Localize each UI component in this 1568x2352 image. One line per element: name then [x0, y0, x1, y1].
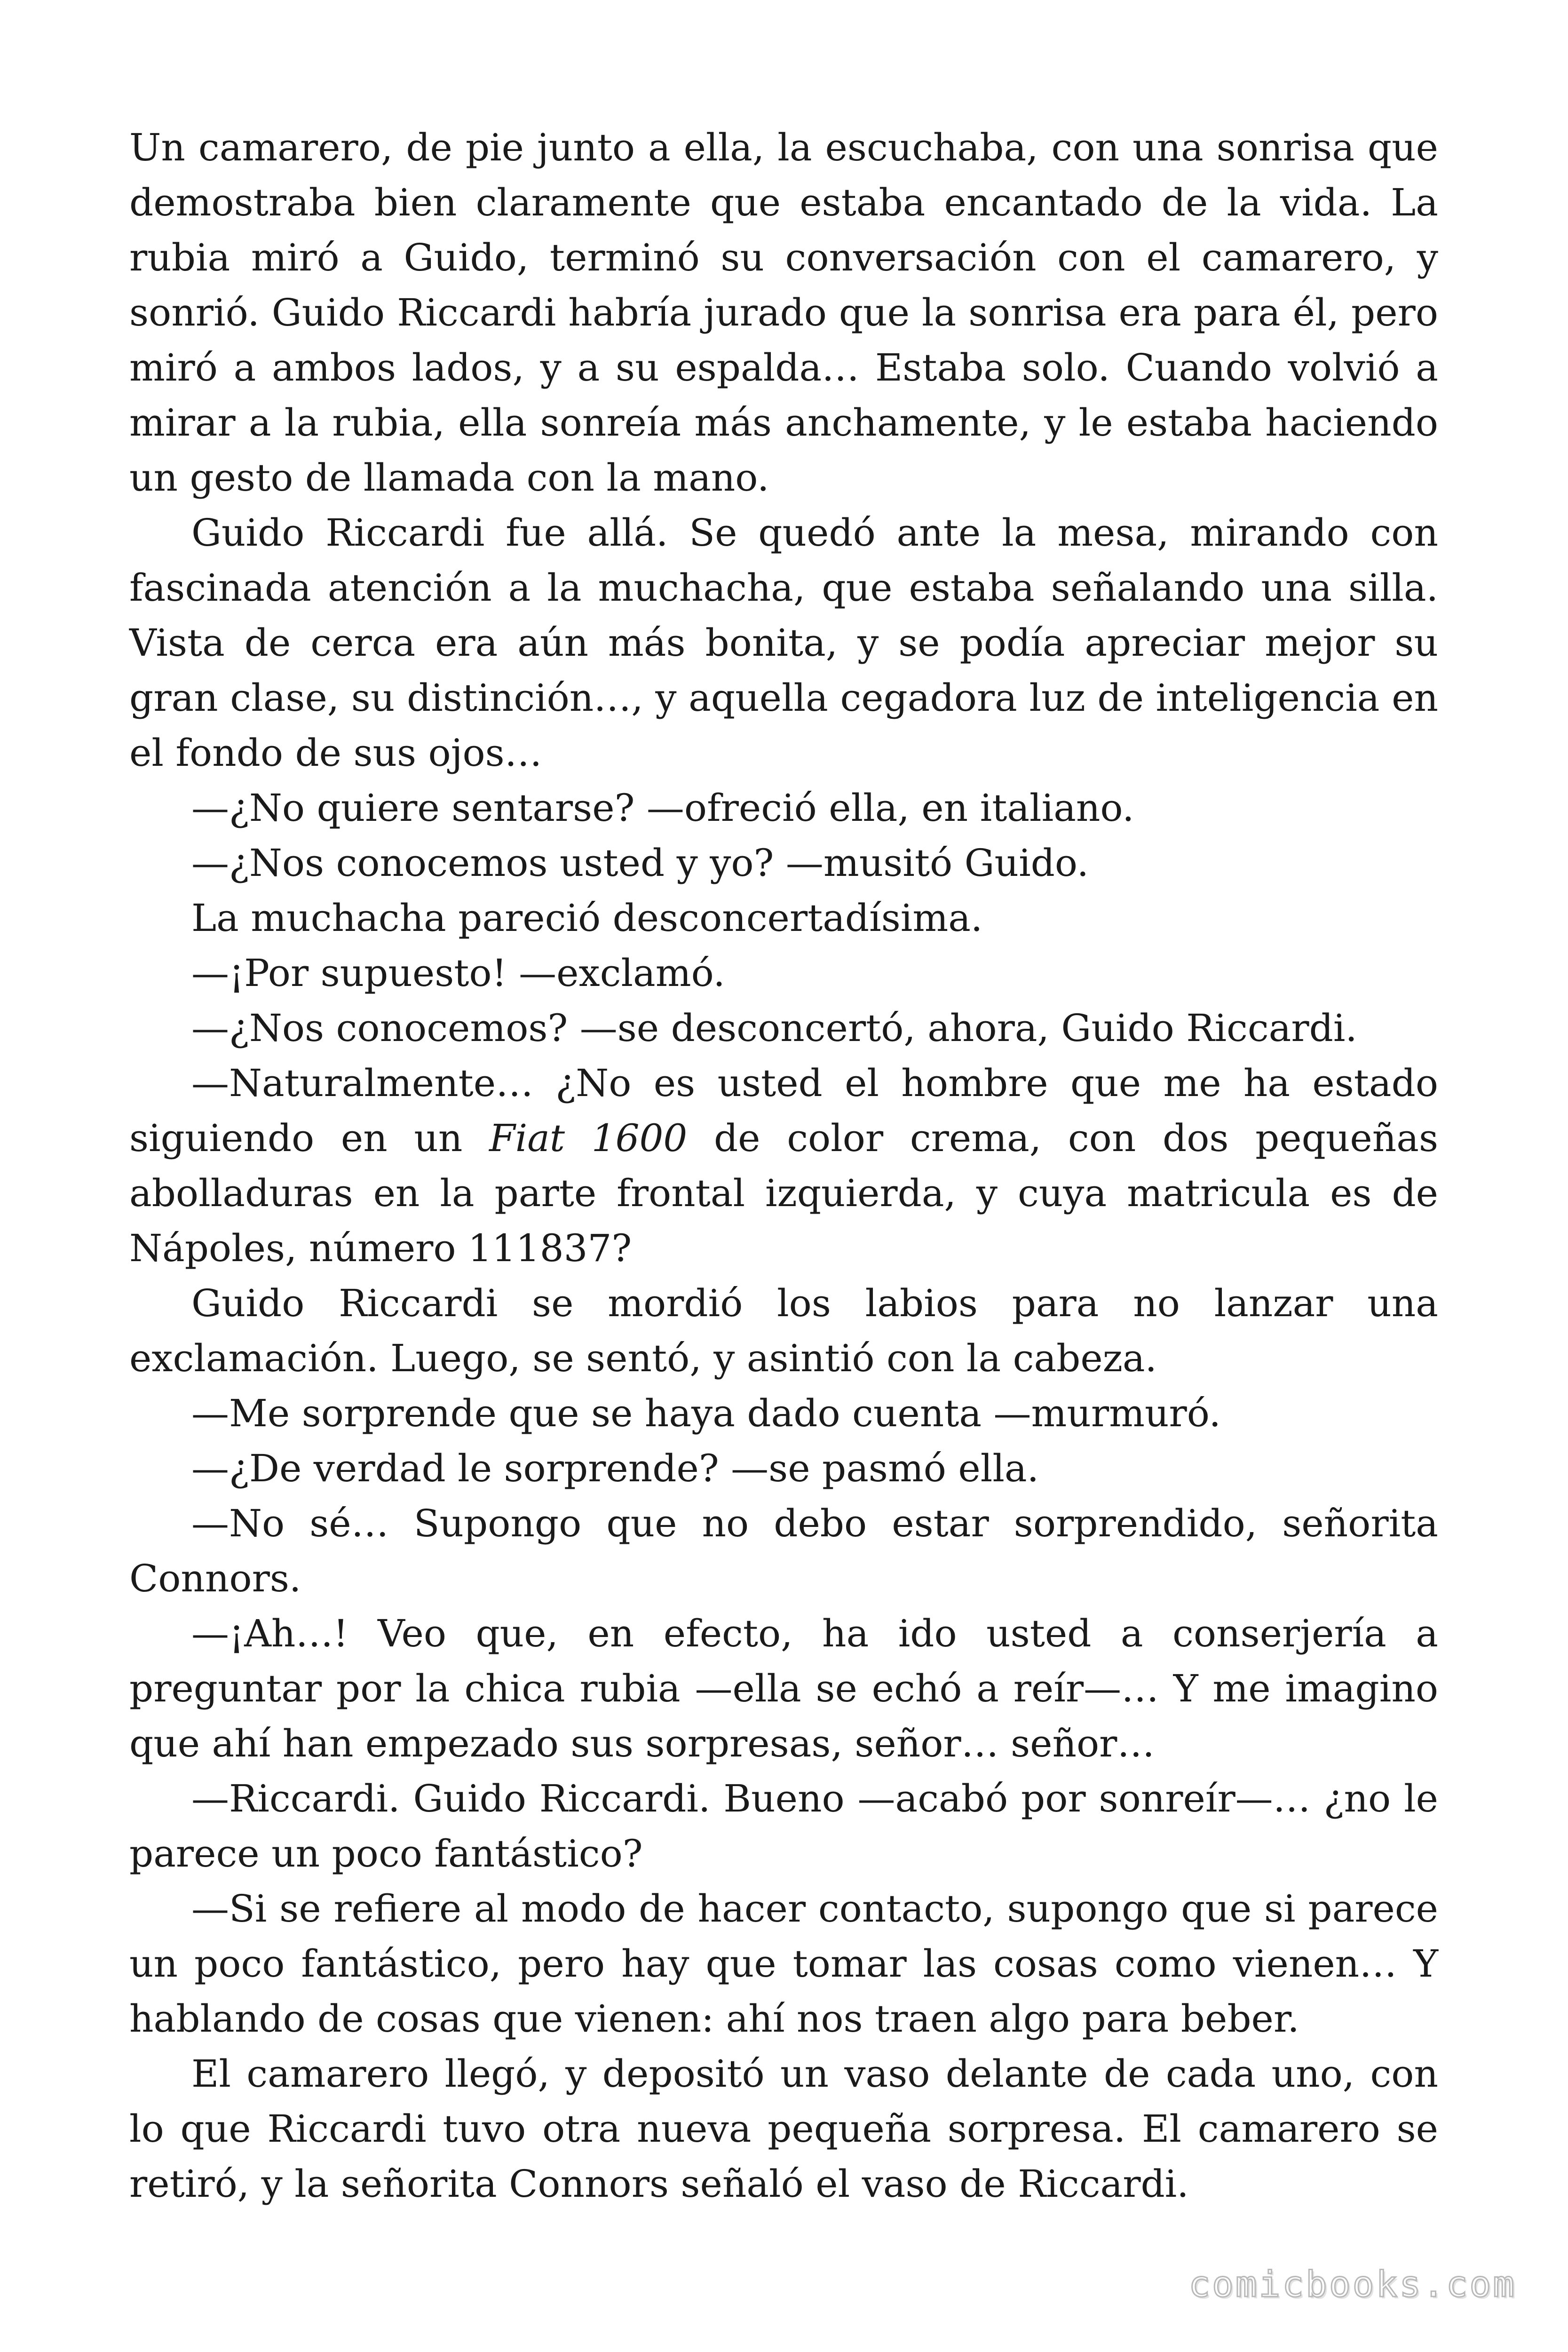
- paragraph-8-before: —Naturalmente… ¿No es usted el hombre que me ha estado siguiendo en un: [129, 1061, 1438, 1160]
- page-text: [129, 120, 1438, 2211]
- paragraph-8: [129, 1056, 1438, 1276]
- car-model-emphasis: Fiat 1600: [489, 1116, 688, 1160]
- paragraph-12: —No sé… Supongo que no debo estar sorprendido, señorita Connors.: [129, 1502, 1438, 1600]
- paragraph-14: —Riccardi. Guido Riccardi. Bueno —acabó por sonreír—… ¿no le parece un poco fantástico?: [129, 1777, 1438, 1875]
- paragraph-10: —Me sorprende que se haya dado cuenta —murmuró.: [191, 1391, 1221, 1435]
- paragraph-9: Guido Riccardi se mordió los labios para no lanzar una exclamación. Luego, se sentó, y asintió con la cabeza.: [129, 1281, 1438, 1380]
- watermark: comicbooks.com: [1188, 2263, 1516, 2305]
- paragraph-11: —¿De verdad le sorprende? —se pasmó ella.: [191, 1446, 1039, 1490]
- paragraph-2: Guido Riccardi fue allá. Se quedó ante la mesa, mirando con fascinada atención a la muchacha, que estaba señalando una silla. Vista de cerca era aún más bonita, y se podía apreciar mejor su gran clase, su distinción…, y aquella cegadora luz de inteligencia en el fondo de sus ojos…: [129, 511, 1438, 775]
- paragraph-7: —¿Nos conocemos? —se desconcertó, ahora, Guido Riccardi.: [191, 1006, 1357, 1050]
- paragraph-4: —¿Nos conocemos usted y yo? —musitó Guido.: [191, 841, 1089, 885]
- paragraph-1: Un camarero, de pie junto a ella, la escuchaba, con una sonrisa que demostraba bien claramente que estaba encantado de la vida. La rubia miró a Guido, terminó su conversación con el camarero, y sonrió. Guido Riccardi habría jurado que la sonrisa era para él, pero miró a ambos lados, y a su espalda… Estaba solo. Cuando volvió a mirar a la rubia, ella sonreía más anchamente, y le estaba haciendo un gesto de llamada con la mano.: [129, 126, 1438, 500]
- paragraph-16: El camarero llegó, y depositó un vaso delante de cada uno, con lo que Riccardi tuvo otra nueva pequeña sorpresa. El camarero se retiró, y la señorita Connors señaló el vaso de Riccardi.: [129, 2052, 1438, 2206]
- paragraph-3: —¿No quiere sentarse? —ofreció ella, en italiano.: [191, 786, 1134, 830]
- paragraph-13: —¡Ah…! Veo que, en efecto, ha ido usted a conserjería a preguntar por la chica rubia —ella se echó a reír—… Y me imagino que ahí han empezado sus sorpresas, señor… señor…: [129, 1612, 1438, 1765]
- paragraph-15: —Si se refiere al modo de hacer contacto, supongo que si parece un poco fantástico, pero hay que tomar las cosas como vienen… Y hablando de cosas que vienen: ahí nos traen algo para beber.: [129, 1887, 1438, 2041]
- paragraph-8-after: de color crema, con dos pequeñas abolladuras en la parte frontal izquierda, y cuya matricula es de Nápoles, número 111837?: [129, 1116, 1439, 1270]
- paragraph-5: La muchacha pareció desconcertadísima.: [191, 896, 983, 940]
- paragraph-6: —¡Por supuesto! —exclamó.: [191, 951, 725, 995]
